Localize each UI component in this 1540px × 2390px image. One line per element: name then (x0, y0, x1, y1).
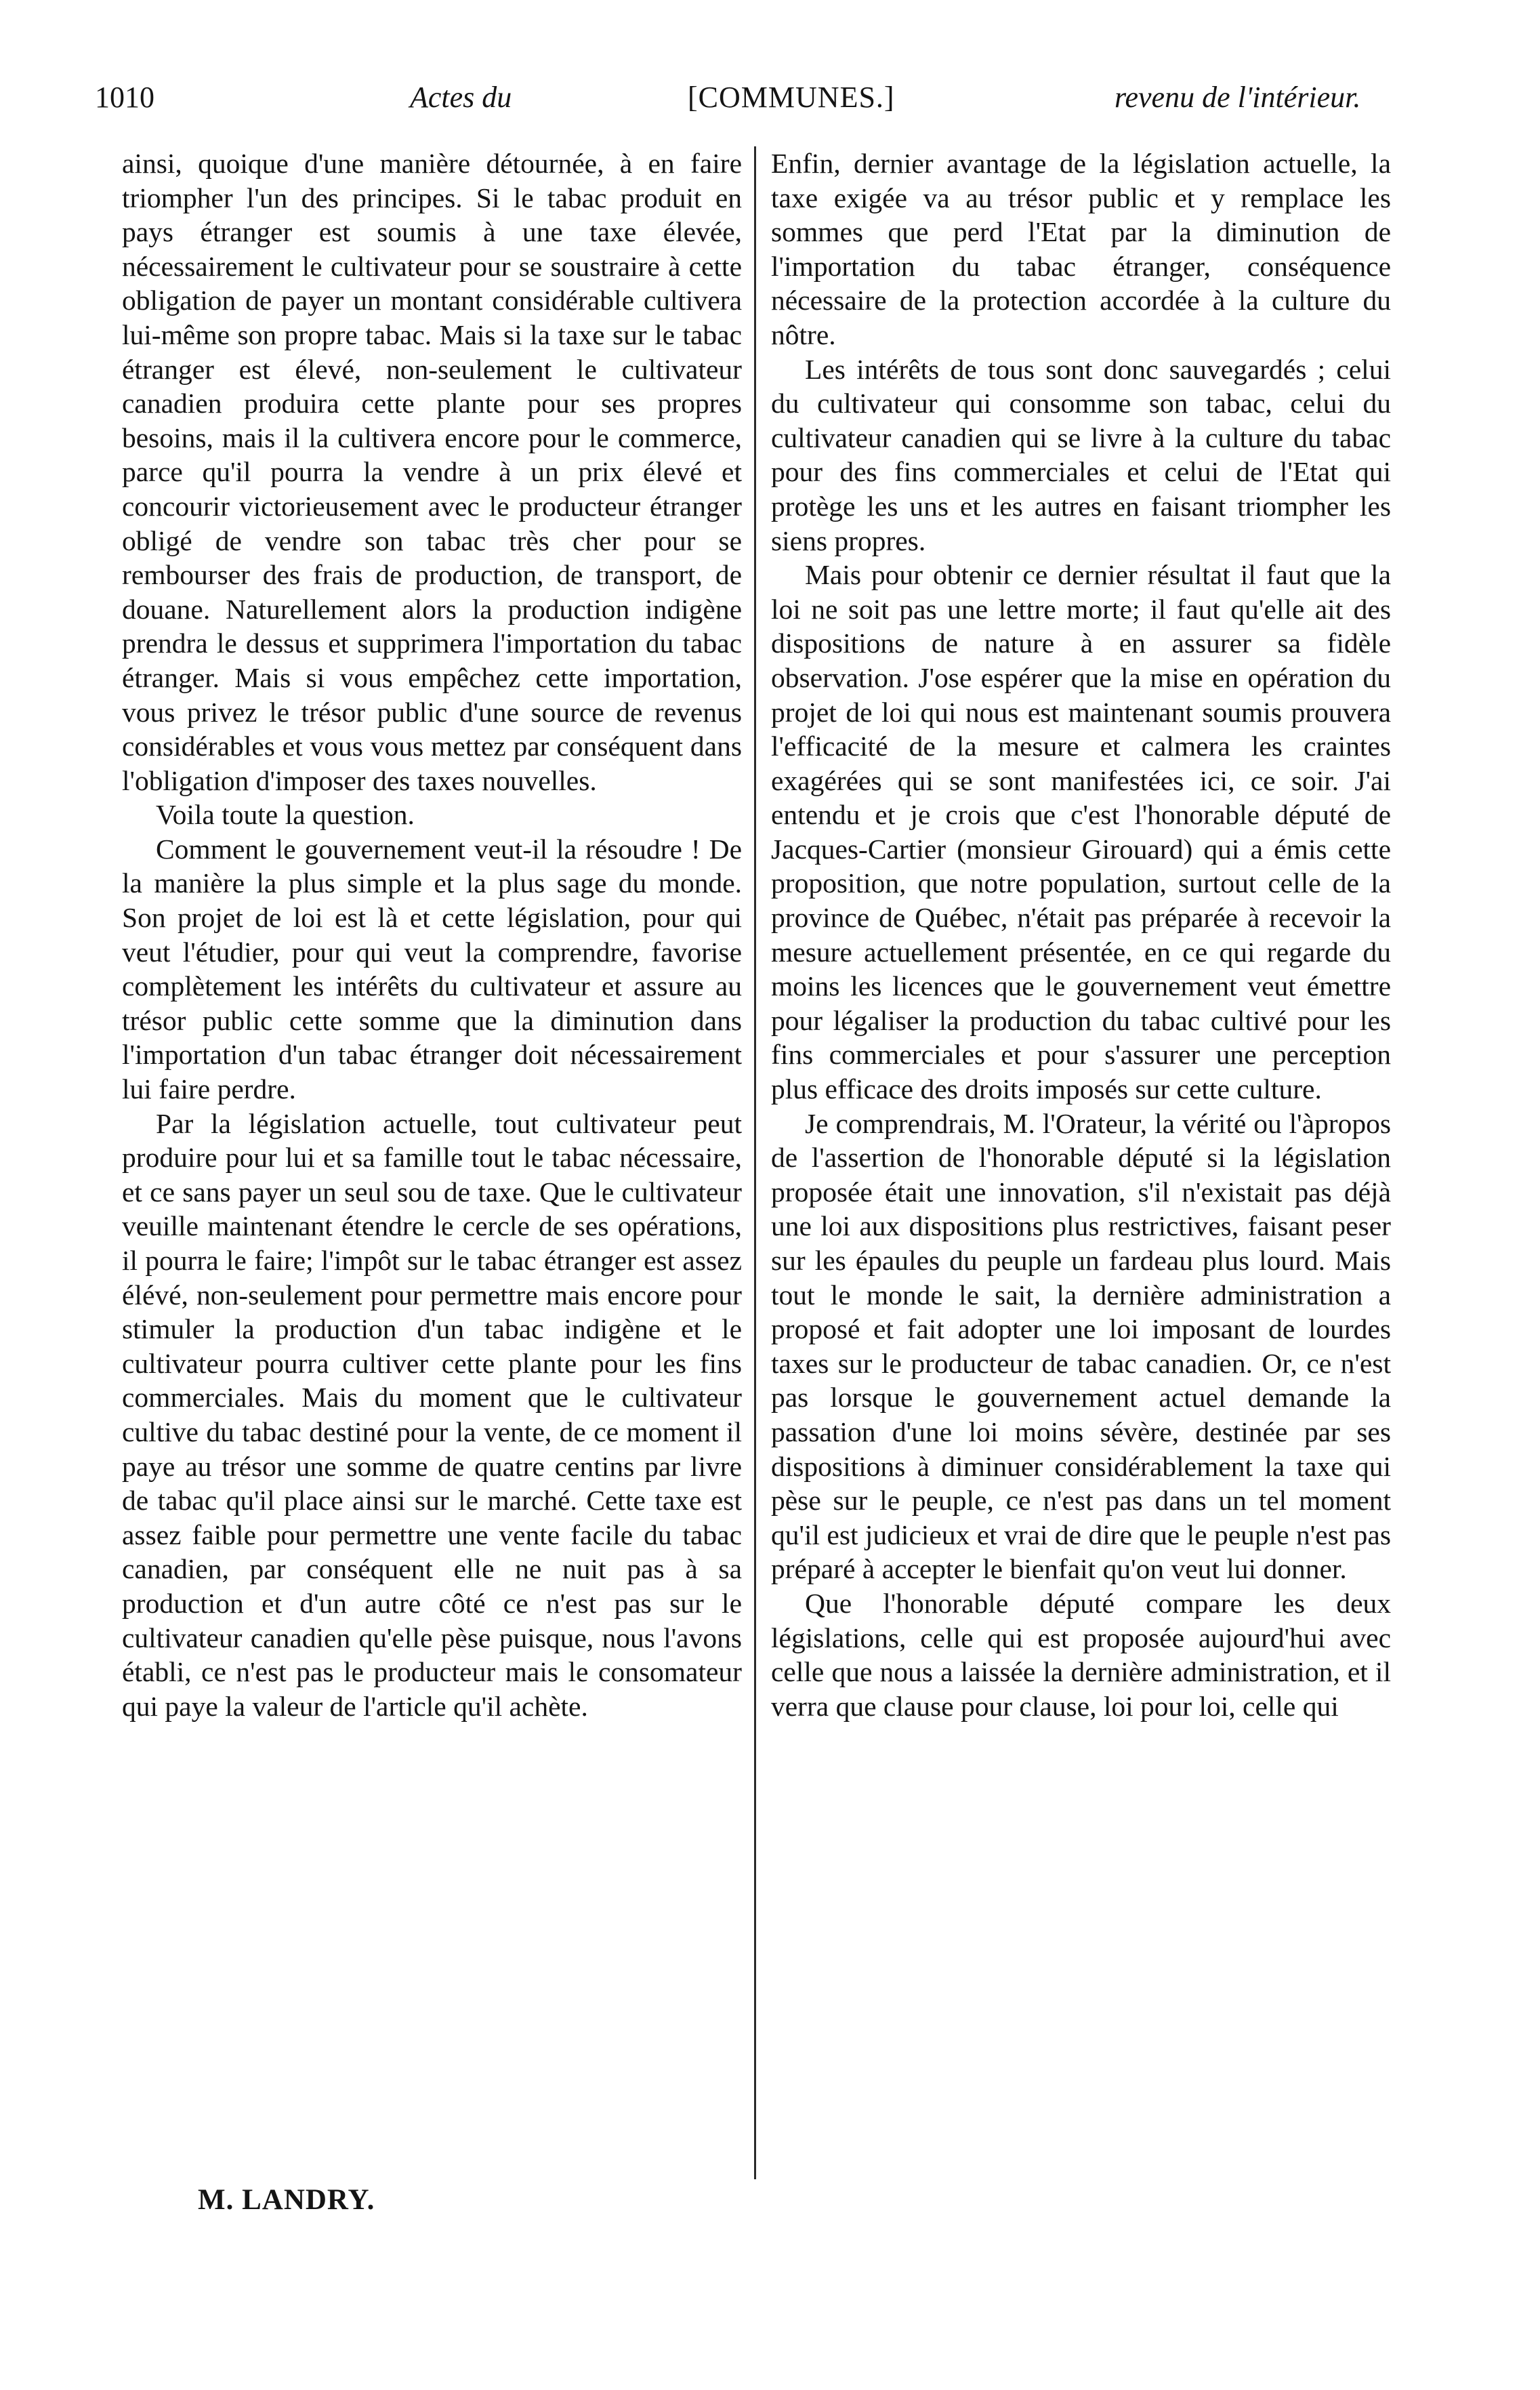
paragraph: Les intérêts de tous sont donc sauvegardés ; celui du cultivateur qui consomme son tabac, celui du cultivateur canadien qui se livre à la culture du tabac pour des fins commerciales et celui de l'Etat qui protège les uns et les autres en faisant triompher les siens propres. (771, 353, 1391, 556)
page-header (47, 80, 1491, 127)
paragraph: Voila toute la question. (156, 799, 415, 831)
paragraph: Mais pour obtenir ce dernier résultat il faut que la loi ne soit pas une lettre morte; il faut qu'elle ait des dispositions de nature à en assurer sa fidèle observation. J'ose espérer que la mise en opération du projet de loi qui nous est maintenant soumis prouvera l'efficacité de la mesure et calmera les craintes exagérées qui se sont manifestées ici, ce soir. J'ai entendu et je crois que c'est l'honorable député de Jacques-Cartier (monsieur Girouard) qui a émis cette proposition, que notre population, surtout celle de la province de Québec, n'était pas préparée à recevoir la mesure actuellement présentée, en ce qui regarde du moins les licences que le gouvernement veut émettre pour légaliser la production du tabac cultivé pour les fins commerciales et pour s'assurer une perception plus efficace des droits imposés sur cette culture. (771, 559, 1391, 1105)
speaker-name: M. LANDRY. (198, 2184, 375, 2216)
paragraph: Par la législation actuelle, tout cultivateur peut produire pour lui et sa famille tout le tabac nécessaire, et ce sans payer un seul sou de taxe. Que le cultivateur veuille maintenant étendre le cercle de ses opérations, il pourra le faire; l'impôt sur le tabac étranger est assez élévé, non-seulement pour permettre mais encore pour stimuler la production d'un tabac indigène et le cultivateur pourra cultiver cette plante pour les fins commerciales. Mais du moment que le cultivateur cultive du tabac destiné pour la vente, de ce moment il paye au trésor une somme de quatre centins par livre de tabac qu'il place ainsi sur le marché. Cette taxe est assez faible pour permettre une vente facile du tabac canadien, par conséquent elle ne nuit pas à sa production et d'un autre côté ce n'est pas sur le cultivateur canadien qu'elle pèse puisque, nous l'avons établi, ce n'est pas le producteur mais le consomateur qui paye la valeur de l'article qu'il achète. (122, 1107, 742, 1722)
paragraph: Comment le gouvernement veut-il la résoudre ! De la manière la plus simple et la plus sage du monde. Son projet de loi est là et cette législation, pour qui veut l'étudier, pour qui veut la comprendre, favorise complètement les intérêts du cultivateur et assure au trésor public cette somme que la diminution dans l'importation d'un tabac étranger doit nécessairement lui faire perdre. (122, 833, 742, 1105)
right-column (771, 146, 1391, 1723)
paragraph: ainsi, quoique d'une manière détournée, à en faire triompher l'un des principes. Si le tabac produit en pays étranger est soumis à une taxe élevée, nécessairement le cultivateur pour se soustraire à cette obligation de payer un montant considérable cultivera lui-même son propre tabac. Mais si la taxe sur le tabac étranger est élevé, non-seulement le cultivateur canadien produira cette plante pour ses propres besoins, mais il la cultivera encore pour le commerce, parce qu'il pourra la vendre à un prix élevé et concourir victorieusement avec le producteur étranger obligé de vendre son tabac très cher pour se rembourser des frais de production, de transport, de douane. Naturellement alors la production indigène prendra le dessus et supprimera l'importation du tabac étranger. Mais si vous empêchez cette importation, vous privez le trésor public d'une source de revenus considérables et vous vous mettez par conséquent dans l'obligation d'imposer des taxes nouvelles. (122, 148, 742, 796)
paragraph: Que l'honorable député compare les deux législations, celle qui est proposée aujourd'hui avec celle que nous a laissée la dernière administration, et il verra que clause pour clause, loi pour loi, celle qui (771, 1587, 1391, 1722)
running-title-center: [COMMUNES.] (688, 81, 895, 114)
paragraph: Je comprendrais, M. l'Orateur, la vérité ou l'àpropos de l'assertion de l'honorable député si la législation proposée était une innovation, s'il n'existait pas déjà une loi aux dispositions plus restrictives, faisant peser sur les épaules du peuple un fardeau plus lourd. Mais tout le monde le sait, la dernière administration a proposé et fait adopter une loi imposant de lourdes taxes sur le producteur de tabac canadien. Or, ce n'est pas lorsque le gouvernement actuel demande la passation d'une loi moins sévère, destinée par ses dispositions à diminuer considérablement la taxe qui pèse sur le peuple, ce n'est pas dans un tel moment qu'il est judicieux et vrai de dire que le peuple n'est pas préparé à accepter le bienfait qu'on veut lui donner. (771, 1107, 1391, 1585)
column-divider (754, 146, 756, 2179)
paragraph: Enfin, dernier avantage de la législation actuelle, la taxe exigée va au trésor public et y remplace les sommes que perd l'Etat par la diminution de l'importation du tabac étranger, conséquence nécessaire de la protection accordée à la culture du nôtre. (771, 148, 1391, 350)
running-title-right: revenu de l'intérieur. (1115, 81, 1361, 114)
running-title-left: Actes du (410, 81, 512, 114)
left-column (122, 146, 742, 1723)
page-number: 1010 (95, 81, 154, 114)
